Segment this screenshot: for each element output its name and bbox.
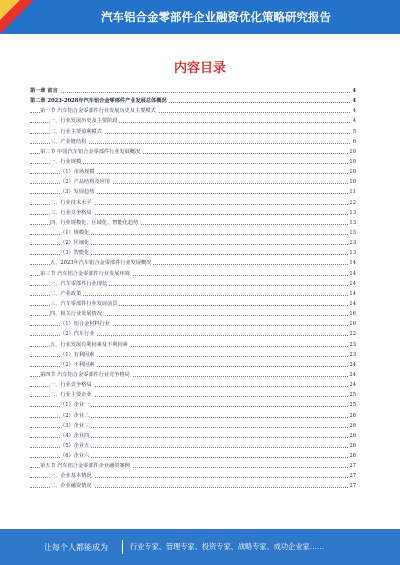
toc-entry-page: 22 <box>348 329 356 339</box>
toc-entry[interactable] <box>30 147 356 157</box>
toc-entry-page: 26 <box>348 431 356 441</box>
toc-entry-page: 25 <box>348 390 356 400</box>
toc-entry-page: 24 <box>348 380 356 390</box>
toc-entry-title: 第三节 汽车铝合金零部件行业发展环境 <box>40 269 132 279</box>
toc-entry-title: 三、汽车零部件行业发展前景 <box>50 299 119 309</box>
toc-entry-page: 14 <box>348 269 356 279</box>
toc-entry-page: 6 <box>352 137 356 147</box>
toc-entry[interactable] <box>30 451 356 461</box>
toc-entry-page: 10 <box>348 167 356 177</box>
toc-entry-page: 5 <box>352 127 356 137</box>
toc-entry[interactable] <box>30 248 356 258</box>
toc-entry[interactable] <box>30 137 356 147</box>
toc-entry[interactable] <box>30 238 356 248</box>
toc-entry-title: （1）市场规模 <box>60 167 96 177</box>
toc-entry[interactable] <box>30 127 356 137</box>
toc-entry-page: 10 <box>348 157 356 167</box>
toc-entry[interactable] <box>30 319 356 329</box>
toc-entry-title: （1）企业一 <box>60 400 91 410</box>
toc-entry-title: 五、行业发展有利因素及不利因素 <box>50 340 130 350</box>
toc-entry[interactable] <box>30 481 356 491</box>
toc-entry[interactable] <box>30 116 356 126</box>
toc-entry-title: 一、企业基本情况 <box>50 471 94 481</box>
toc-entry-title: 第四节 汽车铝合金零部件行业竞争格局 <box>40 370 132 380</box>
toc-entry-title: （5）企业五 <box>60 441 91 451</box>
toc-entry[interactable] <box>30 106 356 116</box>
toc-entry-page: 4 <box>352 106 356 116</box>
toc-entry[interactable] <box>30 431 356 441</box>
toc-entry[interactable] <box>30 380 356 390</box>
toc-entry[interactable] <box>30 411 356 421</box>
toc-entry-page: 16 <box>348 319 356 329</box>
toc-entry-page: 13 <box>348 228 356 238</box>
toc-entry[interactable] <box>30 228 356 238</box>
toc-entry-title: 一、行业发展历史及主要阶段 <box>50 116 119 126</box>
toc-entry-title: 五、2023年汽车铝合金零部件行业发展概况 <box>50 258 153 268</box>
toc-entry[interactable] <box>30 350 356 360</box>
toc-entry[interactable] <box>30 187 356 197</box>
toc-entry-page: 13 <box>348 238 356 248</box>
toc-entry-title: （1）规模化 <box>60 228 91 238</box>
toc-entry-title: 一、行业规模 <box>50 157 83 167</box>
toc-entry-page: 13 <box>348 248 356 258</box>
toc-entry-page: 10 <box>348 147 356 157</box>
header-banner <box>0 0 400 34</box>
toc-entry-title: （3）智能化 <box>60 248 91 258</box>
toc-entry-page: 4 <box>352 116 356 126</box>
toc-entry[interactable] <box>30 208 356 218</box>
toc-entry[interactable] <box>30 360 356 370</box>
footer-tagline: 行业专家、管理专家、投资专家、战略专家、成功企业家…… <box>130 542 325 551</box>
toc-entry-page: 14 <box>348 299 356 309</box>
toc-entry-page: 14 <box>348 289 356 299</box>
toc-entry-title: （1）有利因素 <box>60 350 96 360</box>
toc-entry-title: （1）铝合金材料行业 <box>60 319 112 329</box>
toc-entry-title: 一、行业竞争格局 <box>50 380 94 390</box>
toc-entry[interactable] <box>30 167 356 177</box>
toc-entry[interactable] <box>30 299 356 309</box>
toc-entry-title: 二、行业主要盈利模式 <box>50 127 104 137</box>
toc-entry-page: 24 <box>348 360 356 370</box>
toc-entry-page: 23 <box>348 340 356 350</box>
toc-entry-page: 11 <box>348 187 356 197</box>
toc-entry-title: 二、产业政策 <box>50 289 83 299</box>
toc-entry[interactable] <box>30 390 356 400</box>
toc-entry-page: 13 <box>348 208 356 218</box>
toc-entry[interactable] <box>30 340 356 350</box>
toc-entry-page: 4 <box>351 86 356 96</box>
toc-entry-title: （3）发展趋势 <box>60 187 96 197</box>
toc-entry[interactable] <box>30 86 356 96</box>
toc-entry[interactable] <box>30 96 356 106</box>
toc-entry[interactable] <box>30 421 356 431</box>
toc-entry-title: （4）企业四 <box>60 431 91 441</box>
toc-entry-page: 27 <box>348 471 356 481</box>
toc-entry-page: 10 <box>348 177 356 187</box>
footer-divider <box>122 540 123 554</box>
toc-entry-page: 27 <box>348 481 356 491</box>
toc-entry-page: 16 <box>348 309 356 319</box>
toc-entry-page: 27 <box>348 461 356 471</box>
toc-entry-page: 13 <box>348 218 356 228</box>
toc-entry[interactable] <box>30 258 356 268</box>
toc-entry-page: 26 <box>348 451 356 461</box>
toc-entry-title: （2）汽车行业 <box>60 329 96 339</box>
toc-entry-title: 四、行业规模化、区域化、智能化趋势 <box>50 218 140 228</box>
toc-entry[interactable] <box>30 198 356 208</box>
toc-entry-title: （2）区域化 <box>60 238 91 248</box>
toc-entry-title: 三、行业竞争格局 <box>50 208 94 218</box>
toc-entry-title: 二、行业主要企业 <box>50 390 94 400</box>
toc-entry-title: 第一节 汽车铝合金零部件行业发展历史及主要模式 <box>40 106 158 116</box>
toc-entry-title: 第二章 2023-2028年汽车铝合金零部件产业发展总体概况 <box>30 96 169 106</box>
toc-entry-title: 第二节 中国汽车铝合金零部件行业发展概况 <box>40 147 142 157</box>
toc-entry-title: （3）企业三 <box>60 421 91 431</box>
toc-entry-title: （2）不利因素 <box>60 360 96 370</box>
toc-entry-title: 第一章 前言 <box>30 86 60 96</box>
toc-entry-title: 第五节 汽车铝合金零部件企业融资案例 <box>40 461 132 471</box>
toc-entry[interactable] <box>30 400 356 410</box>
toc-entry-page: 26 <box>348 441 356 451</box>
toc-entry-title: 二、企业融资情况 <box>50 481 94 491</box>
toc-entry-title: 一、汽车零部件行业现状 <box>50 279 109 289</box>
toc-entry-title: （2）产品结构及应用 <box>60 177 112 187</box>
toc-entry[interactable] <box>30 441 356 451</box>
toc-entry-title: 二、行业技术水平 <box>50 198 94 208</box>
toc-entry-page: 26 <box>348 421 356 431</box>
toc-entry-page: 26 <box>348 411 356 421</box>
toc-entry-title: 四、相关行业发展情况 <box>50 309 104 319</box>
toc-entry-title: 三、产业链结构 <box>50 137 88 147</box>
toc-entry[interactable] <box>30 461 356 471</box>
toc-entry-page: 4 <box>351 96 356 106</box>
toc-entry-page: 14 <box>348 258 356 268</box>
toc-entry-title: （6）企业六 <box>60 451 91 461</box>
header-corner-accent <box>0 0 20 20</box>
footer-slogan: 让每个人都能成为 <box>44 543 108 552</box>
toc-entry-page: 14 <box>348 279 356 289</box>
toc-entry[interactable] <box>30 218 356 228</box>
table-of-contents <box>30 86 356 492</box>
toc-leader-dots <box>30 92 350 93</box>
toc-entry[interactable] <box>30 269 356 279</box>
toc-entry-page: 25 <box>348 400 356 410</box>
toc-entry[interactable] <box>30 309 356 319</box>
toc-entry-page: 23 <box>348 350 356 360</box>
toc-entry[interactable] <box>30 157 356 167</box>
toc-entry-page: 24 <box>348 370 356 380</box>
toc-entry-title: （2）企业二 <box>60 411 91 421</box>
report-title: 汽车铝合金零部件企业融资优化策略研究报告 <box>101 10 331 24</box>
footer-banner <box>0 529 400 565</box>
toc-entry[interactable] <box>30 289 356 299</box>
toc-entry[interactable] <box>30 177 356 187</box>
toc-heading: 内容目录 <box>173 61 226 76</box>
toc-entry[interactable] <box>30 471 356 481</box>
toc-entry[interactable] <box>30 370 356 380</box>
toc-entry-page: 12 <box>348 198 356 208</box>
toc-entry[interactable] <box>30 279 356 289</box>
toc-entry[interactable] <box>30 329 356 339</box>
